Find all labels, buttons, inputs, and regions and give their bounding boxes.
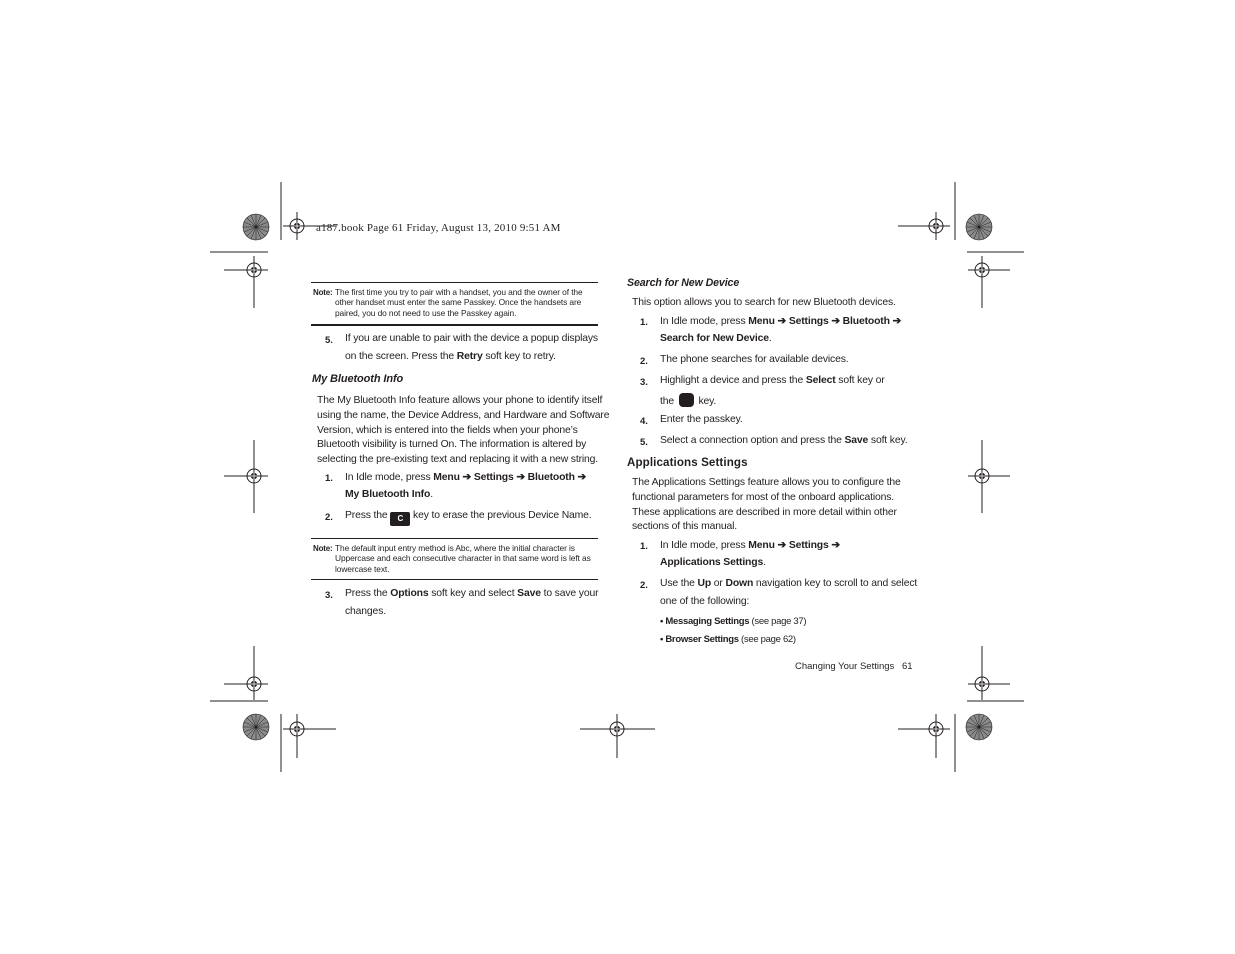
note-line: The default input entry method is Abc, where the initial character is [335, 543, 575, 553]
save-label: Save [517, 588, 541, 599]
settings-label: Settings [788, 540, 829, 551]
note-line: Uppercase and each consecutive character in that same word is left as [335, 553, 591, 564]
arrow-icon: ➔ [774, 316, 789, 327]
step-text: The phone searches for available devices. [660, 354, 849, 365]
text: soft key and select [428, 588, 518, 599]
save-label: Save [844, 435, 869, 446]
settings-label: Settings [473, 472, 514, 483]
my-bluetooth-info-label: My Bluetooth Info [345, 489, 431, 500]
running-head: a187.book Page 61 Friday, August 13, 2010 9:51 AM [316, 222, 561, 234]
step-text: changes. [345, 606, 386, 617]
note-bottom-rule [311, 324, 598, 326]
text: Use the [660, 578, 698, 589]
page-reference: (see page 62) [738, 634, 796, 645]
arrow-icon: ➔ [828, 540, 840, 551]
note-label: Note: [313, 288, 333, 297]
arrow-icon: ➔ [828, 316, 843, 327]
paragraph [632, 476, 917, 535]
menu-label: Menu [748, 316, 775, 327]
step-text: one of the following: [660, 596, 750, 607]
note-top-rule [311, 282, 598, 283]
text: soft key to retry. [482, 351, 556, 362]
step-text [345, 588, 598, 599]
page-reference: (see page 37) [749, 616, 807, 627]
text: . [430, 489, 433, 500]
text: Highlight a device and press the [660, 375, 806, 386]
step-number: 1. [640, 541, 648, 552]
text: on the screen. Press the [345, 351, 457, 362]
text: . [763, 557, 766, 568]
text: navigation key to scroll to and select [753, 578, 918, 589]
text: Select a connection option and press the [660, 435, 845, 446]
step-number: 2. [325, 512, 333, 523]
messaging-settings-label: Messaging Settings [665, 616, 750, 627]
para-line: The Applications Settings feature allows you to configure the [632, 477, 901, 488]
search-for-new-device-label: Search for New Device [660, 333, 769, 344]
para-line: selecting the pre-existing text and replacing it with a new string. [317, 454, 599, 466]
step-text: If you are unable to pair with the device a popup displays [345, 333, 598, 344]
step-text [660, 315, 901, 327]
step-number: 3. [325, 590, 333, 601]
step-text [345, 510, 592, 526]
step-text [660, 539, 840, 551]
step-number: 2. [640, 356, 648, 367]
note-line: The first time you try to pair with a handset, you and the owner of the [335, 287, 583, 297]
step-number: 5. [640, 437, 648, 448]
step-text [345, 471, 586, 483]
step-text [660, 557, 766, 568]
note-label: Note: [313, 544, 333, 553]
note-text [335, 543, 599, 574]
step-number: 3. [640, 377, 648, 388]
text: In Idle mode, press [660, 316, 749, 327]
bullet-icon: • [660, 616, 666, 627]
para-line: sections of this manual. [632, 521, 737, 533]
list-item [660, 616, 806, 627]
para-line: These applications are described in more detail within other [632, 506, 897, 518]
ok-key-icon [679, 393, 694, 407]
step-number: 1. [325, 473, 333, 484]
step-text [345, 351, 556, 362]
up-key-label: Up [697, 578, 712, 589]
clear-key-icon: C [390, 512, 410, 526]
paragraph [317, 394, 610, 468]
menu-label: Menu [748, 540, 775, 551]
step-number: 1. [640, 317, 648, 328]
intro-text: This option allows you to search for new Bluetooth devices. [632, 297, 896, 308]
settings-label: Settings [788, 316, 829, 327]
bluetooth-label: Bluetooth [527, 472, 575, 483]
note-text [335, 287, 597, 318]
text: or [711, 578, 726, 589]
step-number: 4. [640, 416, 648, 427]
retry-key-label: Retry [456, 351, 483, 362]
text: the [660, 396, 677, 407]
note-line: paired, you do not need to use the Passkey again. [335, 307, 517, 318]
text: key to erase the previous Device Name. [410, 510, 592, 521]
step-number: 5. [325, 335, 333, 346]
footer-page-number: 61 [902, 661, 913, 672]
text: In Idle mode, press [345, 472, 434, 483]
text: soft key. [868, 435, 908, 446]
note-line: other handset must enter the same Passkey. Once the handsets are [335, 297, 582, 308]
note-top-rule [311, 538, 598, 539]
step-text [660, 578, 917, 589]
down-key-label: Down [725, 578, 754, 589]
menu-label: Menu [433, 472, 460, 483]
note-line: lowercase text. [335, 563, 390, 574]
step-text [660, 393, 716, 407]
text: Press the [345, 510, 391, 521]
text: In Idle mode, press [660, 540, 749, 551]
para-line: functional parameters for most of the onboard applications. [632, 491, 895, 503]
bluetooth-label: Bluetooth [842, 316, 890, 327]
select-label: Select [805, 375, 836, 386]
step-number: 2. [640, 580, 648, 591]
arrow-icon: ➔ [513, 472, 528, 483]
bullet-icon: • [660, 634, 666, 645]
text: . [768, 333, 772, 344]
para-line: Bluetooth visibility is turned On. The information is altered by [317, 439, 587, 451]
applications-settings-label: Applications Settings [660, 557, 764, 568]
text: Press the [345, 588, 391, 599]
text: key. [695, 396, 717, 407]
step-text [660, 435, 907, 446]
browser-settings-label: Browser Settings [665, 634, 739, 645]
footer-section-name: Changing Your Settings [795, 661, 895, 672]
arrow-icon: ➔ [574, 472, 587, 483]
step-text [660, 333, 772, 344]
options-label: Options [390, 588, 429, 599]
para-line: using the name, the Device Address, and Hardware and Software [317, 409, 610, 421]
step-text: Enter the passkey. [660, 414, 743, 425]
arrow-icon: ➔ [459, 472, 474, 483]
note-bottom-rule [311, 579, 598, 580]
subheading-search-for-new-device: Search for New Device [627, 277, 740, 289]
para-line: Version, which is entered into the fields when your phone’s [317, 424, 578, 436]
section-heading-applications-settings: Applications Settings [627, 456, 748, 469]
text: soft key or [835, 375, 885, 386]
arrow-icon: ➔ [774, 540, 789, 551]
text: to save your [540, 588, 599, 599]
step-text [660, 375, 885, 386]
para-line: The My Bluetooth Info feature allows your phone to identify itself [317, 395, 603, 406]
list-item [660, 634, 796, 645]
arrow-icon: ➔ [889, 316, 902, 327]
step-text [345, 489, 433, 500]
subheading-my-bluetooth-info: My Bluetooth Info [312, 373, 404, 385]
